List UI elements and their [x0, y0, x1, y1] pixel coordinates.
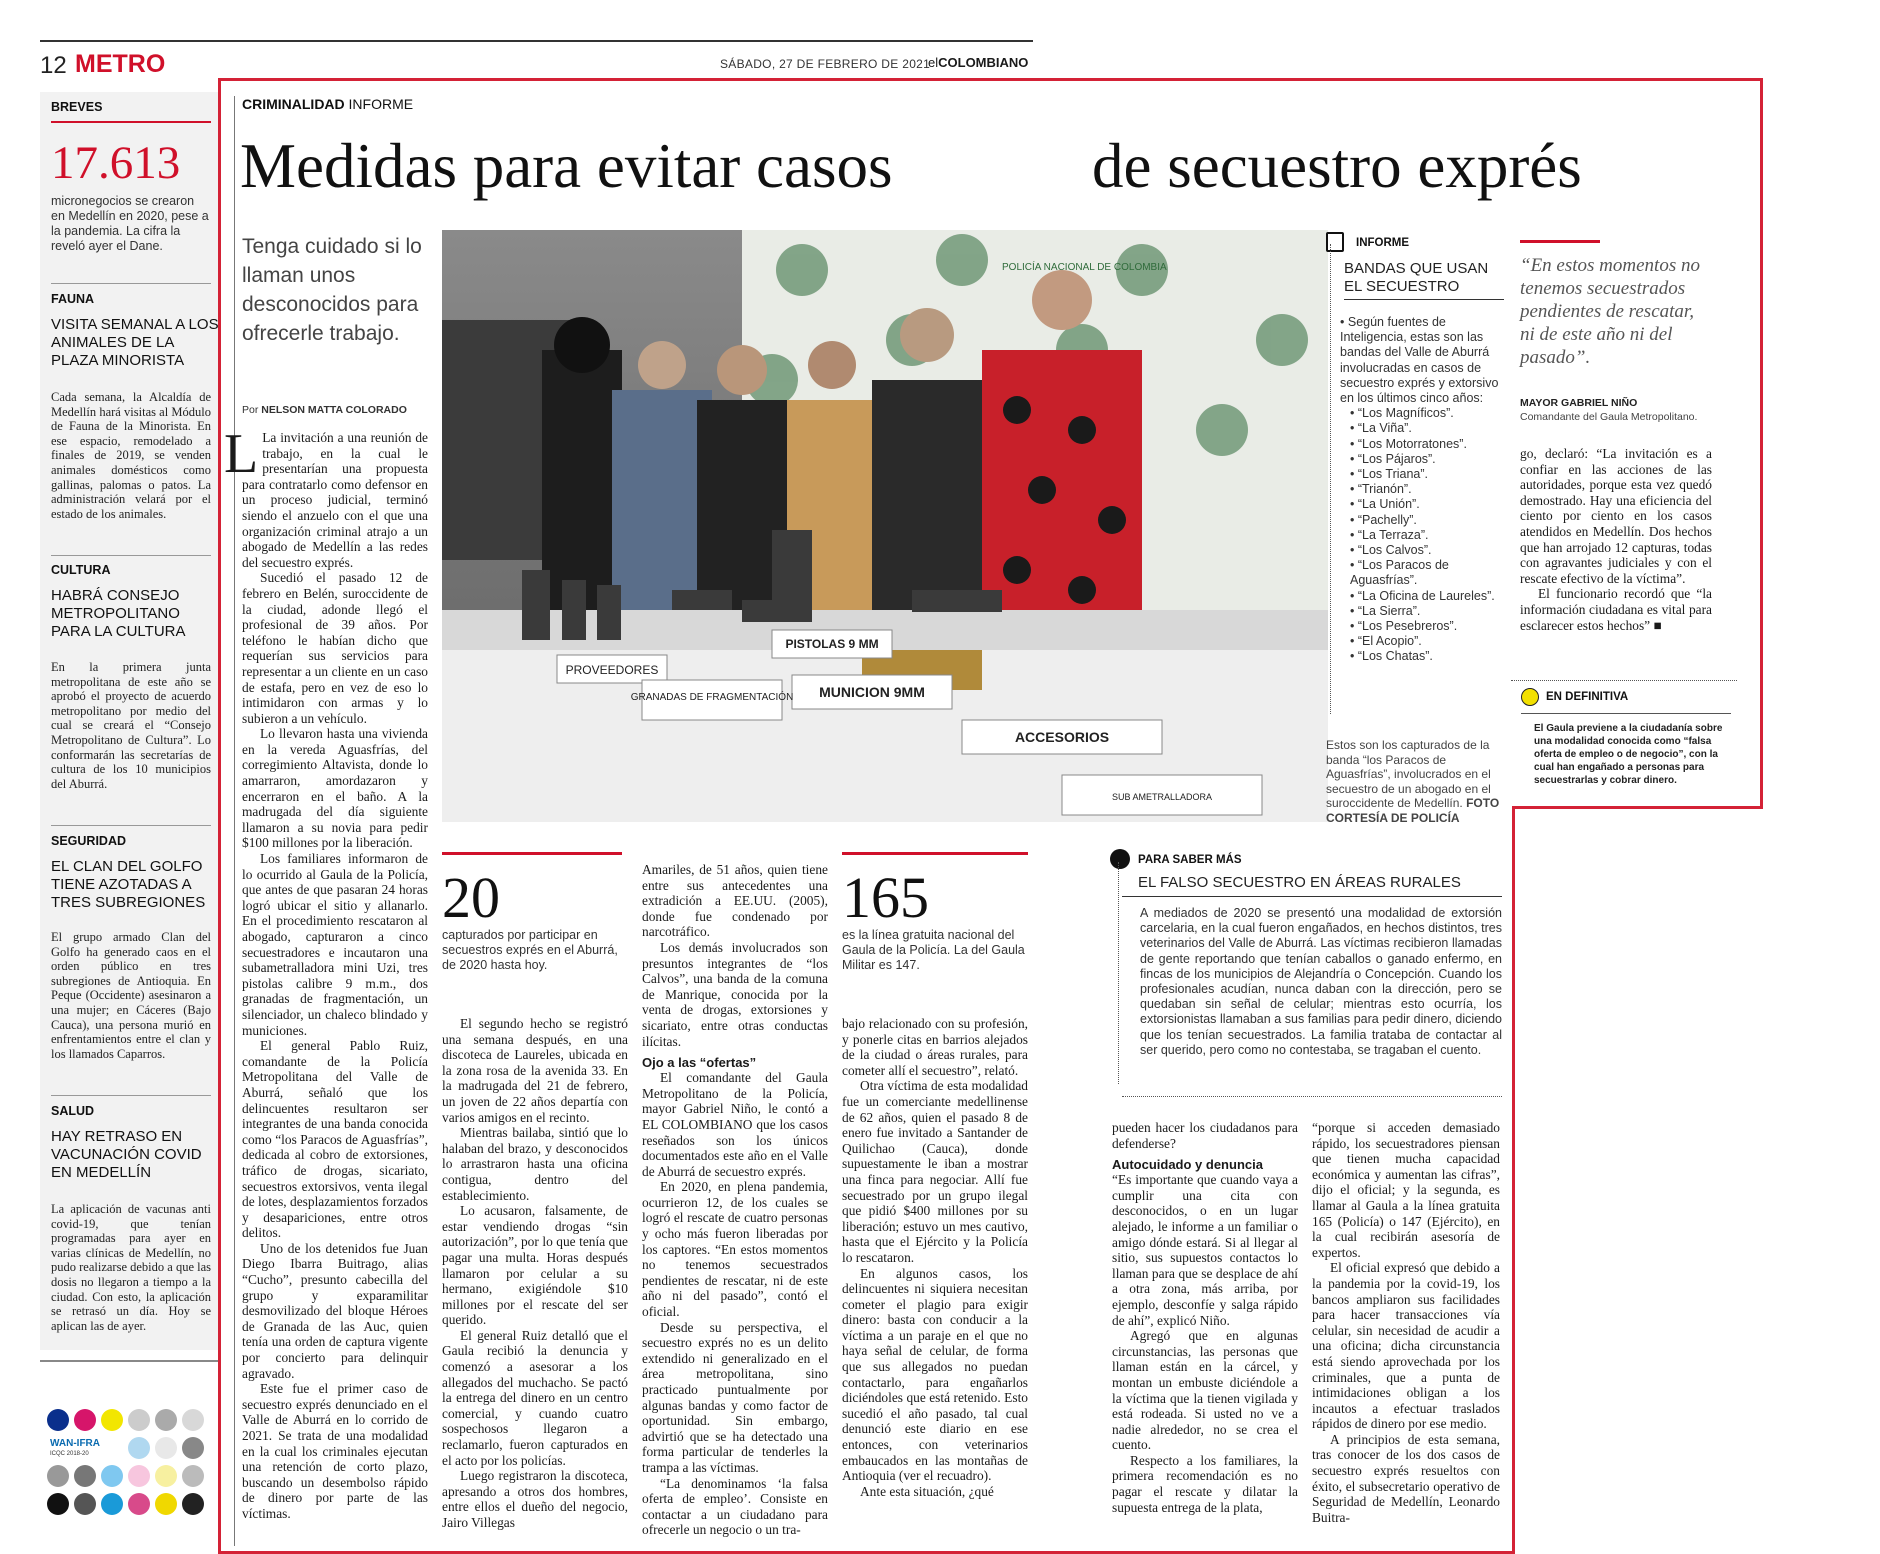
frame-right-lower — [1512, 806, 1515, 1554]
photo-backdrop-text: POLICÍA NACIONAL DE COLOMBIA — [1002, 262, 1167, 273]
sidebar-item-title: EL CLAN DEL GOLFO TIENE AZOTADAS A TRES SUBREGIONES — [51, 858, 206, 911]
sidebar-kicker: BREVES — [51, 100, 103, 114]
article-column-2 — [442, 1016, 628, 1531]
definitiva-text: El Gaula previene a la ciudadanía sobre una modalidad conocida como “falsa oferta de empleo o de negocio”, con la cual han engañado a personas para secuestrarlas y cobrar dinero. — [1534, 723, 1723, 786]
paragraph: El oficial expresó que debido a la pandemia por la covid-19, los bancos ampliaron sus facilidades para hacer transacciones vía celular, sin necesidad de acudir a una oficina; dicha circunstancia está siendo aprovechada por los criminales, que a punta de intimidaciones obligan a los incautos a efectuar traslados rápidos de dinero por ese medio. — [1312, 1260, 1500, 1432]
informe-title-rule — [1344, 299, 1504, 300]
band-list-item: • “Pachelly”. — [1350, 512, 1417, 527]
frame-left — [218, 78, 221, 1554]
band-list-item: • “Los Pesebreros”. — [1350, 619, 1458, 634]
paragraph: bajo relacionado con su profesión, y ponerle citas en barrios alejados de la ciudad o áreas rurales, para cometer allí el secuestro”, relató. — [842, 1016, 1028, 1078]
paragraph: Lo llevaron hasta una vivienda en la vereda Aguasfrías, del corregimiento Altavista, donde lo amarraron, amordazaron y encerraron en el baño. A la madrugada del día siguiente llamaron a su novia para pedir $100 millones por la liberación. — [242, 726, 428, 851]
band-list-item: • “Los Motorratones”. — [1350, 436, 1467, 451]
paragraph: En 2020, en plena pandemia, ocurrieron 12, de los cuales se logró el rescate de cuatro personas y ocho más fueron liberadas por los captores. “En estos momentos no tenemos secuestrados pendientes de rescatar, ni de este año ni del pasado”, contó el oficial. — [642, 1179, 828, 1320]
sidebar-item-kicker: FAUNA — [51, 292, 95, 306]
paragraph: Desde su perspectiva, el secuestro exprés no es un delito extendido ni generalizado en el área metropolitana, sino practicado puntualmente por algunas bandas y como factor de oportunidad. Sin embargo, advirtió que se ha detectado una forma particular de tenderles la trampa a las víctimas. — [642, 1319, 828, 1475]
subhead: Autocuidado y denuncia — [1112, 1157, 1263, 1173]
stat-number: 20 — [442, 865, 500, 930]
paragraph: En algunos casos, los delincuentes ni siquiera necesitan cometer el plagio para exigir dinero: basta con conducir a la víctima a un paraje en el que no haya señal de celular, de forma que sus allegados no puedan contactarlo, para engañarlos diciéndoles que está retenido. Esto sucedió el año pasado, tal cual denunció este diario en ese entonces, con veterinarios embaucados en las montañas de Antioquia (ver el recuadro). — [842, 1265, 1028, 1484]
kicker-bold: CRIMINALIDAD — [242, 96, 345, 112]
informe-body — [1340, 315, 1505, 665]
sidebar-item-title: HAY RETRASO EN VACUNACIÓN COVID EN MEDELLÍN — [51, 1128, 202, 1181]
subhead: Ojo a las “ofertas” — [642, 1055, 757, 1071]
paragraph: “La denominamos ‘la falsa oferta de empleo’. Consiste en contactar a un ciudadano para ofrecerle un negocio o un tra- — [642, 1475, 828, 1538]
sidebar-item-body: El grupo armado Clan del Golfo ha generado caos en el orden público en tres subregiones de Antioquia. En Peque (Occidente) asesinaron a una mujer; en Cáceres (Bajo Cauca), una persona murió en enfrentamientos entre el clan y los llamados Caparros. — [51, 930, 211, 1061]
paragraph: Los demás involucrados son presuntos integrantes de “los Calvos”, una banda de la comuna de Manrique, conocida por la venta de drogas, extorsiones y sicariato, entre otras conductas ilícitas. — [642, 939, 828, 1049]
band-list-item: • “Los Magníficos”. — [1350, 406, 1454, 421]
article-column-1 — [224, 423, 428, 1522]
band-list-item: • “Los Paracos de Aguasfrías”. — [1350, 558, 1449, 588]
frame-right-upper — [1760, 78, 1763, 808]
saber-mas-title: EL FALSO SECUESTRO EN ÁREAS RURALES — [1138, 874, 1461, 891]
paragraph: El comandante del Gaula Metropolitano de la Policía, mayor Gabriel Niño, le contó a EL COLOMBIANO que los casos reseñados son los únicos documentados este año en el Valle de Aburrá de secuestro exprés. — [642, 1070, 828, 1179]
photo-sign: MUNICION 9MM — [819, 684, 925, 700]
photo-sign: GRANADAS DE FRAGMENTACIÓN — [630, 692, 794, 703]
wan-ifra-logo: WAN-IFRA — [50, 1438, 100, 1449]
sidebar-item-kicker: SEGURIDAD — [51, 834, 127, 848]
paragraph: pueden hacer los ciudadanos para defenderse? — [1112, 1120, 1298, 1151]
paper-name: COLOMBIANO — [938, 55, 1029, 70]
sidebar-stat-number: 17.613 — [51, 137, 181, 189]
headline-part-1: Medidas para evitar casos — [240, 131, 893, 201]
sidebar-item-kicker: CULTURA — [51, 563, 111, 577]
paragraph: A principios de esta semana, tras conocer de los dos casos de secuestro exprés resueltos con éxito, el subsecretario operativo de Seguridad de Medellín, Leonardo Buitra- — [1312, 1431, 1500, 1525]
article-column-3 — [642, 862, 828, 1538]
pull-quote: “En estos momentos no tenemos secuestrados pendientes de rescatar, ni de este año ni del pasado”. — [1520, 255, 1700, 368]
band-list-item: • “Los Chatas”. — [1350, 649, 1433, 664]
frame-step — [1512, 806, 1763, 809]
article-column-5 — [1112, 1120, 1298, 1515]
color-control-bar — [46, 1408, 216, 1536]
page-number: 12 — [40, 52, 67, 79]
paragraph: Luego registraron la discoteca, apresando a otros dos hombres, entre ellos el dueño del negocio, Jairo Villegas — [442, 1468, 628, 1530]
frame-top — [218, 78, 1763, 81]
sidebar-rule — [51, 121, 211, 123]
paragraph: Uno de los detenidos fue Juan Diego Ibarra Buitrago, alias “Cucho”, presunto cabecilla del grupo y exparamilitar desmovilizado del bloque Héroes de Granada de las Auc, quien tenía una orden de captura vigente por concierto para delinquir agravado. — [242, 1240, 428, 1381]
paragraph: Agregó que en algunas circunstancias, las personas que llaman están en la cárcel, y montan un embuste diciéndole a la víctima que la tienen vigilada y está rodeada. Si usted no ve a nadie alrededor, no se crea el cuento. — [1112, 1328, 1298, 1453]
byline-prefix: Por — [242, 404, 259, 416]
saber-mas-bottom-rule — [1122, 1096, 1502, 1097]
informe-dotted-rule — [1330, 244, 1331, 714]
newspaper-name — [928, 55, 1028, 70]
sidebar-stat-text: micronegocios se crearon en Medellín en 2020, pese a la pandemia. La cifra la reveló ayer el Dane. — [51, 194, 209, 253]
band-list-item: • “Los Triana”. — [1350, 467, 1429, 482]
paragraph: “porque si acceden demasiado rápido, los secuestradores piensan que tienen mucha capacidad económica y aumentan las cifras”, dijo el oficial; y la segunda, es llamar al Gaula a la línea gratuita 165 (Policía) o 147 (Ejército), en la cual recibirán asesoría de expertos. — [1312, 1120, 1500, 1260]
paragraph: El funcionario recordó que “la información ciudadana es vital para esclarecer estos hechos” ■ — [1520, 586, 1712, 633]
caption-text: Estos son los capturados de la banda “los Paracos de Aguasfrías”, involucrados en el secuestro de un abogado en el suroccidente de Medellín. — [1326, 738, 1491, 810]
band-list — [1340, 406, 1505, 664]
sidebar-item-body: En la primera junta metropolitana de este año se aprobó el proyecto de acuerdo metropolitano por medio del cual se creará el “Consejo Metropolitano de Cultura”. Lo conformarán las secretarías de cultura de los 10 municipios del Aburrá. — [51, 660, 211, 791]
saber-mas-kicker: PARA SABER MÁS — [1138, 854, 1242, 866]
sidebar-divider — [51, 555, 211, 556]
sidebar-item-body: La aplicación de vacunas anti covid-19, que tenían programadas para ayer en varias clínicas de Medellín, no pudo realizarse debido a que las dosis no llegaron a tiempo a la ciudad. Con esto, la aplicación se retrasó un día. Hoy se aplican las de ayer. — [51, 1202, 212, 1333]
band-list-item: • “Los Calvos”. — [1350, 543, 1432, 558]
press-photo — [442, 230, 1328, 822]
article-column-6 — [1312, 1120, 1500, 1525]
quote-accent-rule — [1520, 240, 1600, 243]
section-name: METRO — [75, 50, 166, 78]
band-list-item: • “Trianón”. — [1350, 482, 1412, 497]
paragraph: “Es importante que cuando vaya a cumplir una cita con desconocidos, o en un lugar alejado, le informe a un familiar o amigo dónde estará. Si al llegar al sitio, sus supuestos contactos lo llaman para que se desplace de ahí a otra zona, más arriba, por ejemplo, desconfíe y salga rápido de ahí”, explicó Niño. — [1112, 1172, 1298, 1328]
band-list-item: • “La Viña”. — [1350, 421, 1412, 436]
byline — [242, 404, 407, 416]
checkered-icon — [1521, 688, 1539, 706]
paragraph: La invitación a una reunión de trabajo, en la cual le presentarían una propuesta para contratarlo como defensor en un proceso judicial, terminó siendo el anzuelo con el que una organización criminal atrajo a un abogado de Medellín a las redes del secuestro exprés. — [242, 430, 428, 570]
sidebar-item-title: VISITA SEMANAL A LOS ANIMALES DE LA PLAZA MINORISTA — [51, 316, 219, 369]
sidebar-item-kicker: SALUD — [51, 1104, 95, 1118]
saber-mas-title-rule — [1122, 896, 1502, 897]
definitiva-rule — [1521, 713, 1731, 714]
sidebar-divider — [51, 825, 211, 826]
article-column-4 — [842, 1016, 1028, 1499]
band-list-item: • “La Oficina de Laureles”. — [1350, 588, 1495, 603]
sidebar-item-title: HABRÁ CONSEJO METROPOLITANO PARA LA CULTURA — [51, 587, 186, 640]
article-kicker — [242, 96, 413, 112]
byline-name: NELSON MATTA COLORADO — [261, 404, 407, 416]
informe-title: BANDAS QUE USAN EL SECUESTRO — [1344, 260, 1489, 295]
quote-author: MAYOR GABRIEL NIÑO — [1520, 397, 1638, 409]
stat-text: es la línea gratuita nacional del Gaula de la Policía. La del Gaula Militar es 147. — [842, 928, 1025, 972]
stat-text: capturados por participar en secuestros exprés en el Aburrá, de 2020 hasta hoy. — [442, 928, 618, 972]
informe-kicker: INFORME — [1356, 237, 1410, 249]
paragraph: Amariles, de 51 años, quien tiene entre sus antecedentes una extradición a EE.UU. (2005), donde fue condenado por narcotráfico. — [642, 862, 828, 940]
photo-illustration — [442, 230, 1328, 822]
headline-part-2: de secuestro exprés — [1092, 131, 1582, 201]
band-list-item: • “La Terraza”. — [1350, 527, 1429, 542]
sidebar-divider — [51, 283, 211, 284]
paragraph: Sucedió el pasado 12 de febrero en Belén, suroccidente de la ciudad, adonde llegó el profesional de 39 años. Por teléfono le habían dicho que requerían sus servicios para representar a un cliente en un caso de estafa, pero en vez de eso lo intimidaron con armas y lo subieron a un vehículo. — [242, 570, 428, 726]
band-list-item: • “La Unión”. — [1350, 497, 1420, 512]
paragraph: Lo acusaron, falsamente, de estar vendiendo drogas “sin autorización”, por lo que tenía que pagar una multa. Horas después llamaron por celular a su hermano, exigiéndole $10 millones por el rescate del ser querido. — [442, 1203, 628, 1328]
drop-cap: L — [224, 423, 259, 485]
article-column-right — [1520, 446, 1712, 633]
photo-sign: PROVEEDORES — [565, 663, 659, 677]
paragraph: Respecto a los familiares, la primera recomendación es no pagar el rescate y dilatar la supuesta entrega de la plata, — [1112, 1452, 1298, 1515]
sidebar-divider — [51, 1095, 211, 1096]
issue-date: SÁBADO, 27 DE FEBRERO DE 2021 — [720, 57, 931, 71]
paragraph: Mientras bailaba, sintió que lo halaban del brazo, y desconocidos lo arrastraron hasta una oficina contigua, dentro del establecimiento. — [442, 1125, 628, 1203]
band-list-item: • “La Sierra”. — [1350, 603, 1421, 618]
paper-prefix: el — [928, 55, 939, 70]
informe-intro: • Según fuentes de Inteligencia, estas son las bandas del Valle de Aburrá involucradas en casos de secuestro exprés y extorsivo en los últimos cinco años: — [1340, 315, 1499, 406]
sidebar-item-body: Cada semana, la Alcaldía de Medellín hará visitas al Módulo de Fauna de la Minorista. En ese espacio, remodelado a finales de 2019, se venden animales domésticos como gallinas, palomas o patos. La administración velará por el estado de los animales. — [51, 390, 211, 521]
paragraph: go, declaró: “La invitación es a confiar en las acciones de las autoridades, porque esta vez quedó demostrado. Hay una eficiencia del ciento por ciento en los casos atendidos en Medellín. Dos hechos que han arrojado 12 capturas, todas con agravantes judiciales y con el rescate efectivo de la víctima”. — [1520, 446, 1712, 586]
paragraph: Los familiares informaron de lo ocurrido al Gaula de la Policía, que antes de que pasaran 24 horas logró ubicar el sitio y allanarlo. En el procedimiento rescataron al abogado, capturaron a cinco secuestradores e incautaron una subametralladora mini Uzi, tres pistolas calibre 9 m.m., dos granadas de fragmentación, un silenciador, un chaleco blindado y municiones. — [242, 851, 428, 1038]
document-icon — [1326, 232, 1344, 252]
paragraph: El segundo hecho se registró una semana después, en una discoteca de Laureles, ubicada en la zona rosa de la avenida 33. En la madrugada del 21 de febrero, un joven de 22 años departía con varios amigos en el recinto. — [442, 1016, 628, 1125]
photo-sign: SUB AMETRALLADORA — [1111, 792, 1213, 802]
quote-role: Comandante del Gaula Metropolitano. — [1520, 411, 1698, 423]
stat-accent-rule — [442, 852, 622, 855]
header-rule — [40, 40, 1033, 42]
definitiva-dotted-rule — [1511, 680, 1737, 681]
band-list-item: • “El Acopio”. — [1350, 634, 1422, 649]
photo-caption — [1326, 738, 1506, 825]
photo-sign: ACCESORIOS — [1014, 729, 1110, 745]
pen-icon — [1110, 849, 1130, 869]
paragraph: El general Pablo Ruiz, comandante de la Policía Metropolitana del Valle de Aburrá, señaló que los delincuentes resultaron ser integrantes de una banda conocida como “los Paracos de Aguasfrías”, dedicada al cobro de extorsiones, tráfico de drogas, sicariato, secuestros extorsivos, venta ilegal de lotes, desplazamientos forzados y desapariciones, entre otros delitos. — [242, 1038, 428, 1241]
paragraph: El general Ruiz detalló que el Gaula recibió la denuncia y comenzó a asesorar a los allegados del muchacho. Se pactó la entrega del dinero en un centro comercial, y cuando cuatro sospechosos llegaron a reclamarlo, fueron capturados en el acto por los policías. — [442, 1327, 628, 1468]
definitiva-kicker: EN DEFINITIVA — [1546, 691, 1629, 703]
stat-accent-rule — [842, 852, 1028, 855]
stat-number: 165 — [842, 865, 929, 930]
article-dek: Tenga cuidado si lo llaman unos desconocidos para ofrecerle trabajo. — [242, 235, 422, 345]
saber-mas-dotted-rule — [1118, 862, 1119, 1084]
color-swatches — [46, 1408, 216, 1536]
left-column-rule — [234, 96, 235, 1546]
photo-credit: FOTO CORTESÍA DE POLICÍA — [1326, 796, 1500, 825]
saber-mas-text: A mediados de 2020 se presentó una modalidad de extorsión carcelaria, en la cual fueron engañados, en hechos distintos, tres veterinarios del Valle de Aburrá. Las víctimas recibieron llamadas de gente reportando que tenían caballos o ganado enfermo, en fincas de los municipios de Alejandría o Concepción. Cuando los profesionales acudían, nunca daban con la dirección, pero se quedaban sin señal de celular; mientras esto ocurría, los extorsionistas llamaban a sus familias para pedir dinero, diciendo que los tenían secuestrados. La familia trataba de contactar al ser querido, pero como no contestaba, se tragaban el cuento. — [1140, 906, 1502, 1057]
paragraph: Ante esta situación, ¿qué — [860, 1483, 994, 1499]
paragraph: Este fue el primer caso de secuestro exprés denunciado en el Valle de Aburrá en lo corrido de 2021. Se trata de una modalidad en la cual los criminales ejecutan una retención de corto plazo, buscando un desembolso rápido de dinero por parte de las víctimas. — [242, 1381, 428, 1521]
kicker-light: INFORME — [348, 96, 414, 112]
band-list-item: • “Los Pájaros”. — [1350, 451, 1436, 466]
sidebar-bottom-rule — [40, 1360, 218, 1362]
photo-sign: PISTOLAS 9 MM — [785, 637, 879, 651]
icqc-label: ICQC 2018-20 — [50, 1451, 89, 1457]
paragraph: Otra víctima de esta modalidad fue un comerciante medellinense de 62 años, quien el pasado 8 de enero fue invitado a Santander de Quilichao (Cauca), donde supuestamente le iban a mostrar una finca para negociar. Allí fue secuestrado por un grupo ilegal que pidió $400 millones por su liberación; estuvo un mes cautivo, hasta que el Ejército y la Policía lo rescataron. — [842, 1078, 1028, 1265]
